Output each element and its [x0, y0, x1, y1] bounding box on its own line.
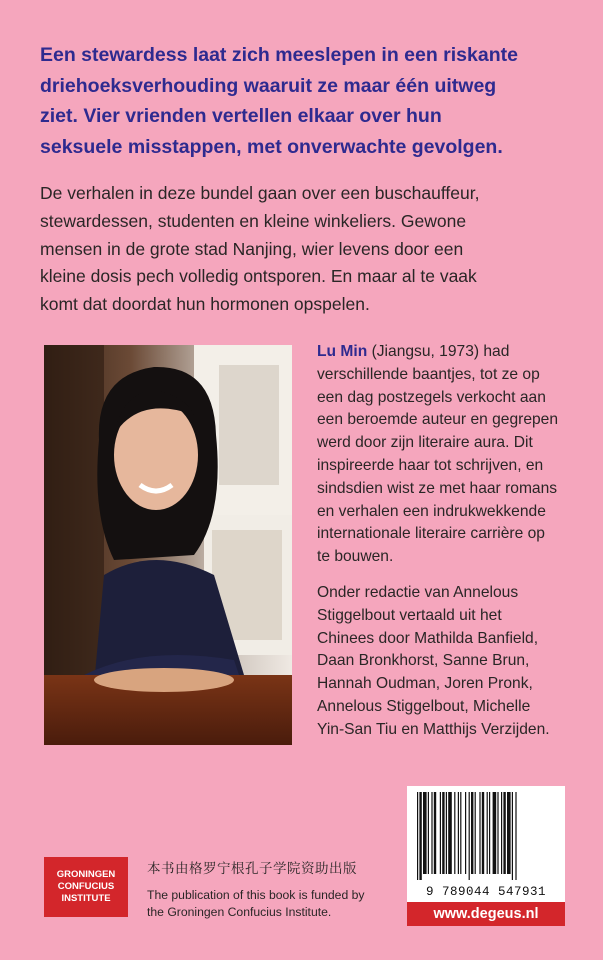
funding-chinese: 本书由格罗宁根孔子学院资助出版 [147, 861, 357, 877]
author-photo-illustration [44, 345, 292, 745]
barcode-icon [407, 786, 565, 884]
author-photo [44, 345, 292, 745]
logo-line: CONFUCIUS [57, 881, 115, 892]
barcode [407, 786, 565, 902]
translation-credits [317, 582, 587, 742]
bio-line: inspireerde haar tot schrijven, en [317, 456, 544, 474]
barcode-bar [469, 792, 470, 880]
isbn-number: 9 789044 547931 [425, 885, 547, 899]
barcode-bar [479, 792, 480, 874]
intro-line: De verhalen in deze bundel gaan over een buschauffeur, [40, 183, 480, 203]
barcode-bar [471, 792, 473, 874]
intro-line: stewardessen, studenten en kleine winkeliers. Gewone [40, 210, 467, 231]
barcode-bar [512, 792, 513, 880]
bio-line: verschillende baantjes, tot ze op [317, 365, 540, 383]
blurb-line: Een stewardess laat zich meeslepen in een riskante [40, 44, 518, 66]
barcode-bar [434, 792, 436, 874]
bio-line: te bouwen. [317, 548, 394, 566]
logo-line: INSTITUTE [61, 893, 111, 904]
barcode-bar [475, 792, 476, 874]
intro-line: mensen in de grote stad Nanjing, wier levens door een [40, 238, 464, 259]
barcode-bar [442, 792, 444, 874]
barcode-bar [458, 792, 459, 874]
barcode-bar [431, 792, 432, 874]
barcode-bar [482, 792, 484, 874]
bio-line: (Jiangsu, 1973) had [367, 343, 510, 360]
intro-paragraph [40, 180, 580, 319]
barcode-bar [489, 792, 490, 874]
bio-line: een beroemde auteur en gegrepen [317, 411, 559, 429]
blurb [40, 40, 580, 162]
barcode-bar [460, 792, 461, 874]
funding-note [147, 887, 407, 921]
bio-line: een dag postzegels verkocht aan [317, 388, 546, 406]
credits-line: Hannah Oudman, Joren Pronk, [317, 675, 533, 693]
blurb-line: driehoeksverhouding waaruit ze maar één uitweg [40, 74, 497, 97]
credits-line: Yin-San Tiu en Matthijs Verzijden. [317, 720, 550, 738]
barcode-bar [417, 792, 418, 880]
barcode-bar [465, 792, 466, 874]
barcode-bar [454, 792, 455, 874]
logo-line: GRONINGEN [56, 869, 116, 880]
barcode-bar [497, 792, 498, 874]
barcode-bar [515, 792, 516, 880]
intro-line: kleine dosis pech volledig ontsporen. En maar al te vaak [40, 266, 477, 287]
confucius-institute-logo [44, 857, 128, 917]
funding-line: the Groningen Confucius Institute. [147, 905, 332, 919]
funding-line: The publication of this book is funded by [147, 888, 365, 902]
author-bio [317, 341, 587, 569]
bio-line: en verhalen een indrukwekkende [317, 502, 546, 520]
barcode-bar [423, 792, 427, 874]
credits-line: Stiggelbout vertaald uit het [317, 606, 502, 624]
publisher-url[interactable]: www.degeus.nl [407, 902, 565, 926]
bio-line-first [317, 341, 587, 364]
credits-line: Chinees door Mathilda Banfield, [317, 629, 539, 647]
barcode-bar [419, 792, 421, 880]
bio-line: internationale literaire carrière op [317, 525, 545, 543]
barcode-bar [440, 792, 441, 874]
barcode-bar [503, 792, 505, 874]
credits-line: Annelous Stiggelbout, Michelle [317, 697, 531, 715]
blurb-line: ziet. Vier vrienden vertellen elkaar over hun [40, 105, 442, 127]
barcode-bar [446, 792, 447, 874]
barcode-bar [501, 792, 502, 874]
credits-line: Daan Bronkhorst, Sanne Brun, [317, 652, 530, 670]
barcode-bar [448, 792, 452, 874]
barcode-bar [507, 792, 511, 874]
credits-line: Onder redactie van Annelous [317, 584, 519, 601]
intro-line: komt dat doordat hun hormonen opspelen. [40, 294, 370, 315]
barcode-bar [493, 792, 497, 874]
bio-line: sindsdien wist ze met haar romans [317, 479, 558, 497]
blurb-line: seksuele misstappen, met onverwachte gevolgen. [40, 135, 503, 158]
barcode-bar [428, 792, 429, 874]
barcode-bar [487, 792, 488, 874]
author-name: Lu Min [317, 343, 368, 360]
bio-line: werd door zijn literaire aura. Dit [317, 434, 533, 452]
